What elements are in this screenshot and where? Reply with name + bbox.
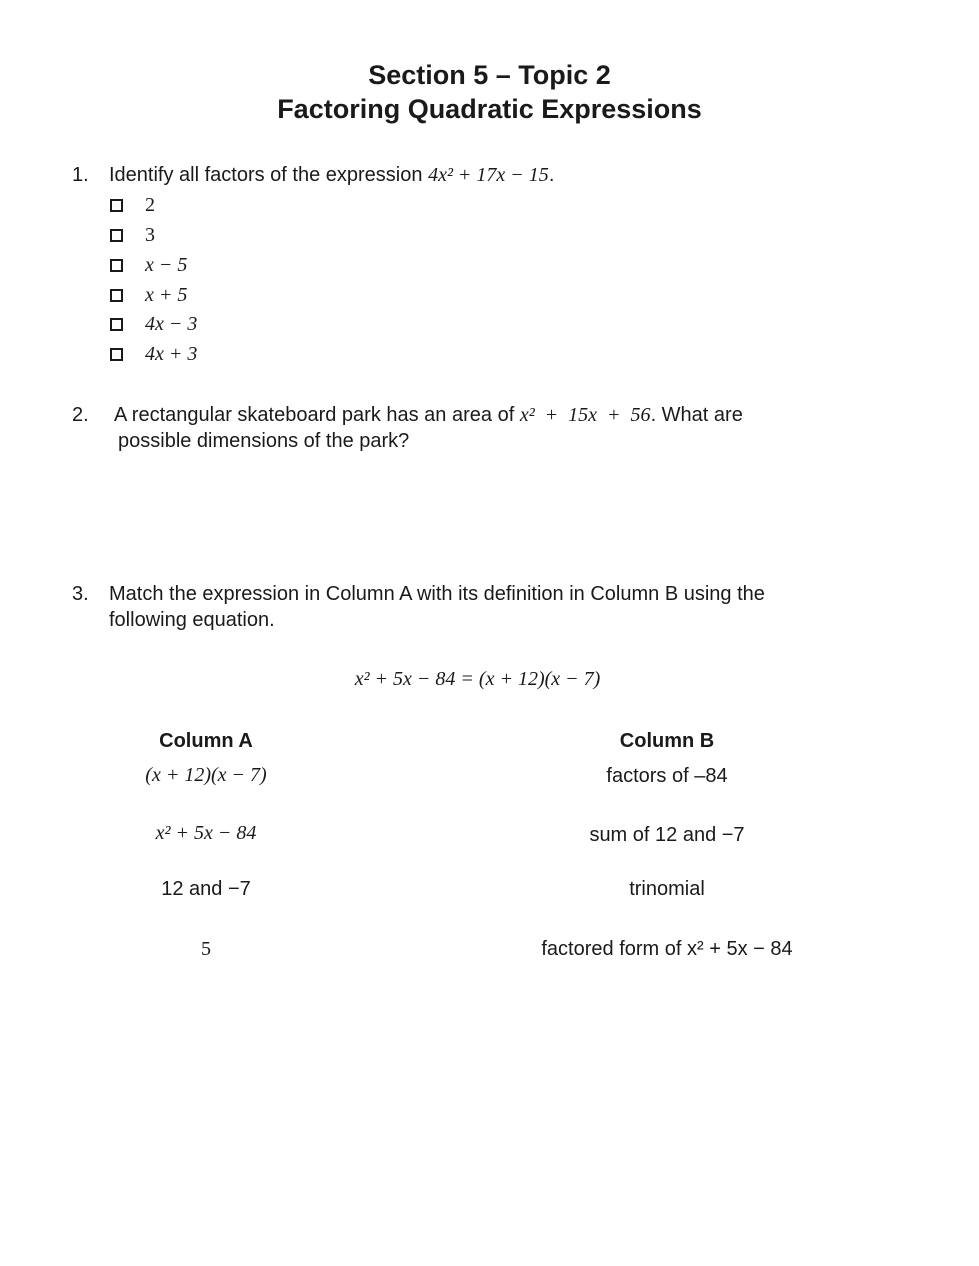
column-a-item: (x + 12)(x − 7) bbox=[145, 764, 267, 786]
option-label: 4x + 3 bbox=[145, 342, 198, 365]
question-1-text bbox=[109, 162, 554, 188]
question-2-number: 2. bbox=[72, 404, 89, 426]
checkbox-icon[interactable] bbox=[110, 229, 123, 242]
option-label: 2 bbox=[145, 193, 155, 216]
column-b-item: factored form of x² + 5x − 84 bbox=[541, 938, 793, 960]
question-2-prompt: A rectangular skateboard park has an area of bbox=[114, 404, 520, 426]
checkbox-icon[interactable] bbox=[110, 318, 123, 331]
matching-equation: x² + 5x − 84 = (x + 12)(x − 7) bbox=[354, 668, 601, 690]
option-checkbox[interactable] bbox=[110, 313, 197, 335]
question-2-expression: x² + 15x + 56 bbox=[519, 404, 651, 426]
section-title: Section 5 – Topic 2 bbox=[368, 60, 611, 90]
question-1-expression: 4x² + 17x − 15 bbox=[428, 164, 549, 186]
column-b-header: Column B bbox=[619, 730, 715, 752]
question-3-number: 3. bbox=[72, 583, 89, 605]
option-label: 3 bbox=[145, 223, 155, 246]
checkbox-icon[interactable] bbox=[110, 348, 123, 361]
checkbox-icon[interactable] bbox=[110, 199, 123, 212]
column-a-header: Column A bbox=[159, 730, 253, 752]
question-1-prompt: Identify all factors of the expression bbox=[109, 164, 429, 186]
option-checkbox[interactable] bbox=[110, 194, 155, 216]
option-checkbox[interactable] bbox=[110, 254, 187, 276]
column-a-item: 12 and −7 bbox=[161, 878, 251, 900]
column-b-item: sum of 12 and −7 bbox=[589, 824, 745, 846]
option-label: x + 5 bbox=[145, 283, 188, 306]
question-3-text-line2: following equation. bbox=[109, 609, 275, 631]
checkbox-icon[interactable] bbox=[110, 259, 123, 272]
option-checkbox[interactable] bbox=[110, 224, 155, 246]
checkbox-icon[interactable] bbox=[110, 289, 123, 302]
topic-title: Factoring Quadratic Expressions bbox=[277, 94, 702, 124]
option-label: x − 5 bbox=[145, 253, 188, 276]
column-a-item: x² + 5x − 84 bbox=[155, 822, 257, 844]
column-b-item: trinomial bbox=[629, 878, 705, 900]
option-label: 4x − 3 bbox=[145, 312, 198, 335]
option-checkbox[interactable] bbox=[110, 284, 187, 306]
column-b-item: factors of –84 bbox=[606, 765, 728, 787]
option-checkbox[interactable] bbox=[110, 343, 197, 365]
question-1-period: . bbox=[548, 164, 555, 186]
question-3-text-line1: Match the expression in Column A with its definition in Column B using the bbox=[109, 583, 765, 605]
question-2-prompt-end: . What are bbox=[650, 404, 743, 426]
question-2-text-line1 bbox=[114, 402, 743, 428]
question-2-text-line2: possible dimensions of the park? bbox=[118, 430, 410, 452]
question-1-number: 1. bbox=[72, 164, 89, 186]
column-a-item: 5 bbox=[201, 938, 211, 960]
